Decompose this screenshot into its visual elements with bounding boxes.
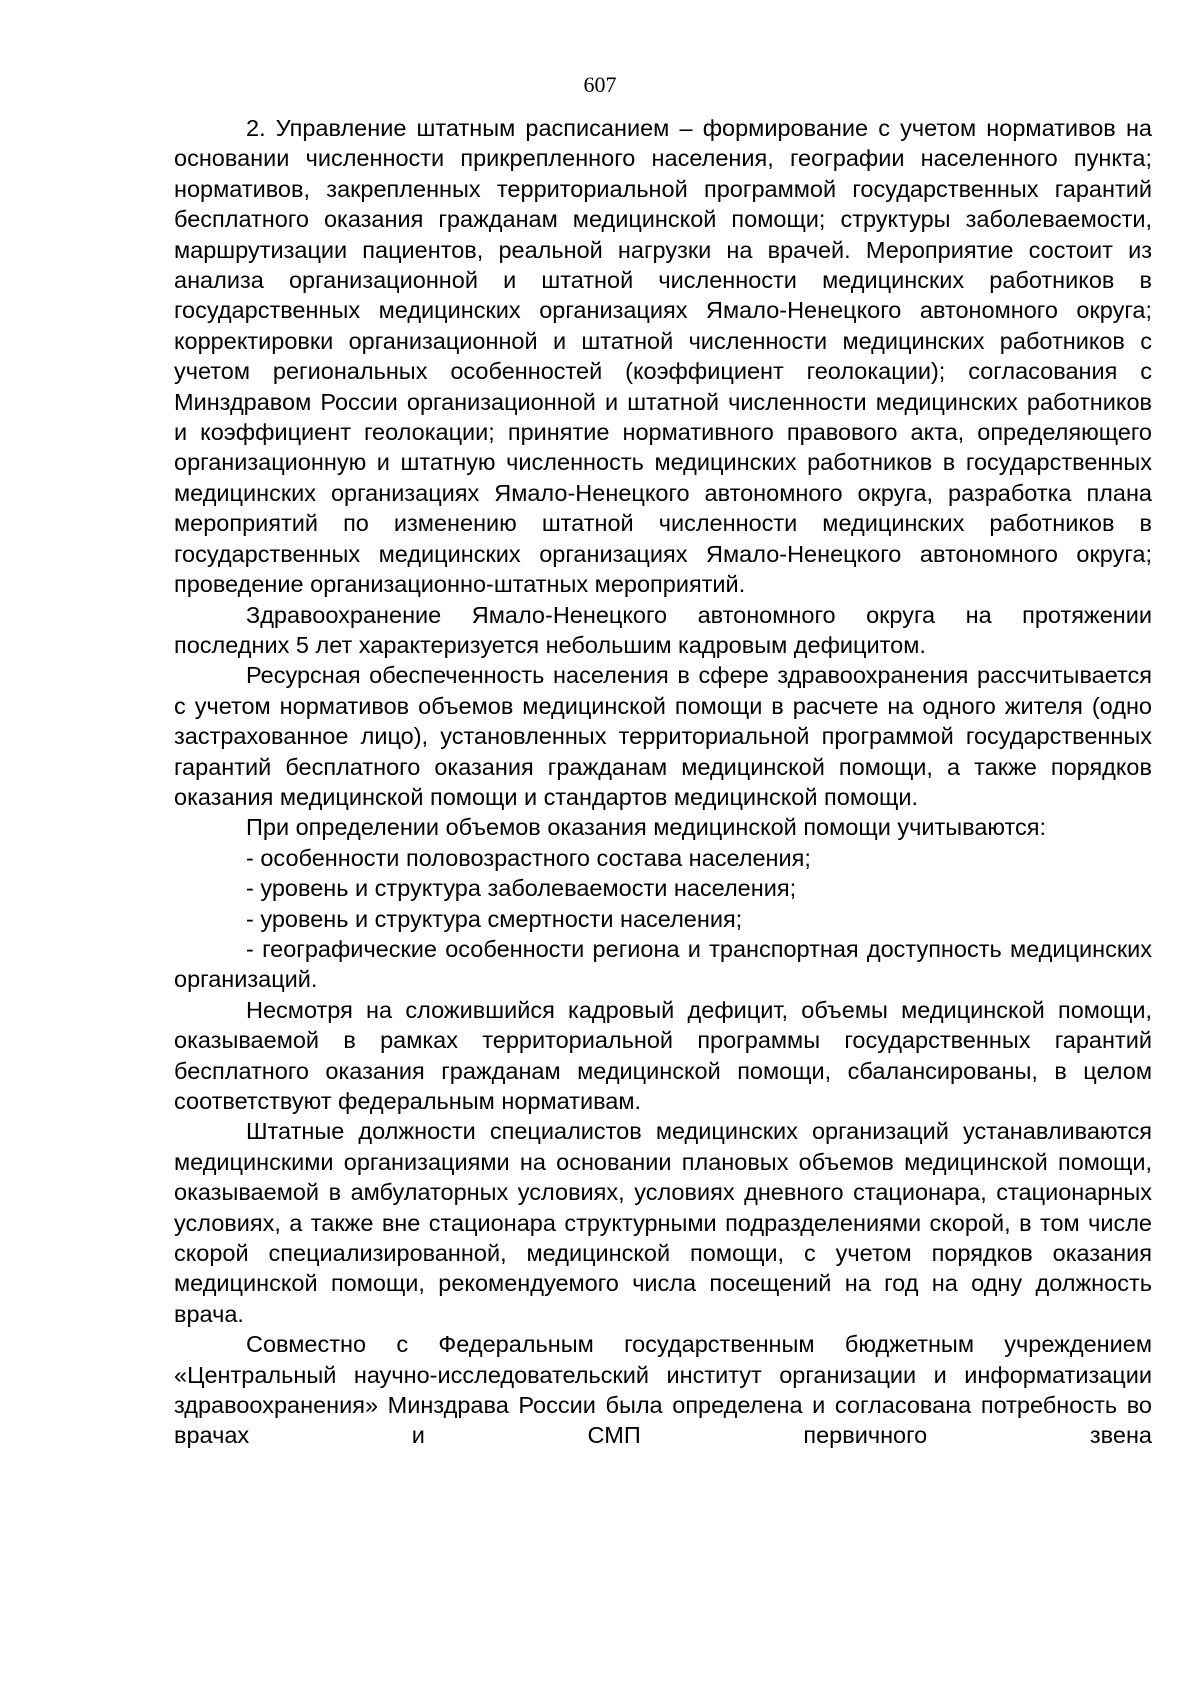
list-item-morbidity: - уровень и структура заболеваемости населения;: [246, 875, 797, 902]
list-item-age-sex-structure: - особенности половозрастного состава населения;: [246, 844, 811, 871]
document-body: [174, 113, 1152, 1451]
paragraph-staffing-management: 2. Управление штатным расписанием – формирование с учетом нормативов на основании численности прикрепленного населения, географии населенного пункта; нормативов, закрепленных территориальной программой государственных гарантий бесплатного оказания гражданам медицинской помощи; структуры заболеваемости, маршрутизации пациентов, реальной нагрузки на врачей. Мероприятие состоит из анализа организационной и штатной численности медицинских работников в государственных медицинских организациях Ямало-Ненецкого автономного округа; корректировки организационной и штатной численности медицинских работников с учетом региональных особенностей (коэффициент геолокации); согласования с Минздравом России организационной и штатной численности медицинских работников и коэффициент геолокации; принятие нормативного правового акта, определяющего организационную и штатную численность медицинских работников в государственных медицинских организациях Ямало-Ненецкого автономного округа, разработка плана мероприятий по изменению штатной численности медицинских работников в государственных медицинских организациях Ямало-Ненецкого автономного округа; проведение организационно-штатных мероприятий.: [174, 115, 1152, 598]
paragraph-staff-positions: Штатные должности специалистов медицинских организаций устанавливаются медицинскими организациями на основании плановых объемов медицинской помощи, оказываемой в амбулаторных условиях, условиях дневного стационара, стационарных условиях, а также вне стационара структурными подразделениями скорой, в том числе скорой специализированной, медицинской помощи, с учетом порядков оказания медицинской помощи, рекомендуемого числа посещений на год на одну должность врача.: [174, 1118, 1152, 1327]
paragraph-resource-provision: Ресурсная обеспеченность населения в сфере здравоохранения рассчитывается с учетом нормативов объемов медицинской помощи в расчете на одного жителя (одно застрахованное лицо), установленных территориальной программой государственных гарантий бесплатного оказания гражданам медицинской помощи, а также порядков оказания медицинской помощи и стандартов медицинской помощи.: [174, 662, 1152, 810]
paragraph-volumes-balanced: Несмотря на сложившийся кадровый дефицит, объемы медицинской помощи, оказываемой в рамках территориальной программы государственных гарантий бесплатного оказания гражданам медицинской помощи, сбалансированы, в целом соответствуют федеральным нормативам.: [174, 996, 1152, 1114]
list-item-geography: - географические особенности региона и транспортная доступность медицинских организаций.: [174, 935, 1152, 993]
paragraph-staff-deficit: Здравоохранение Ямало-Ненецкого автономного округа на протяжении последних 5 лет характеризуется небольшим кадровым дефицитом.: [174, 601, 1152, 658]
paragraph-volume-factors-intro: При определении объемов оказания медицинской помощи учитываются:: [246, 814, 1047, 841]
paragraph-federal-institute: Совместно с Федеральным государственным бюджетным учреждением «Центральный научно-исследовательский институт организации и информатизации здравоохранения» Минздрава России была определена и согласована потребность во врачах и СМП первичного звена: [174, 1331, 1152, 1449]
page-number: 607: [583, 72, 617, 97]
list-item-mortality: - уровень и структура смертности населения;: [246, 905, 743, 932]
